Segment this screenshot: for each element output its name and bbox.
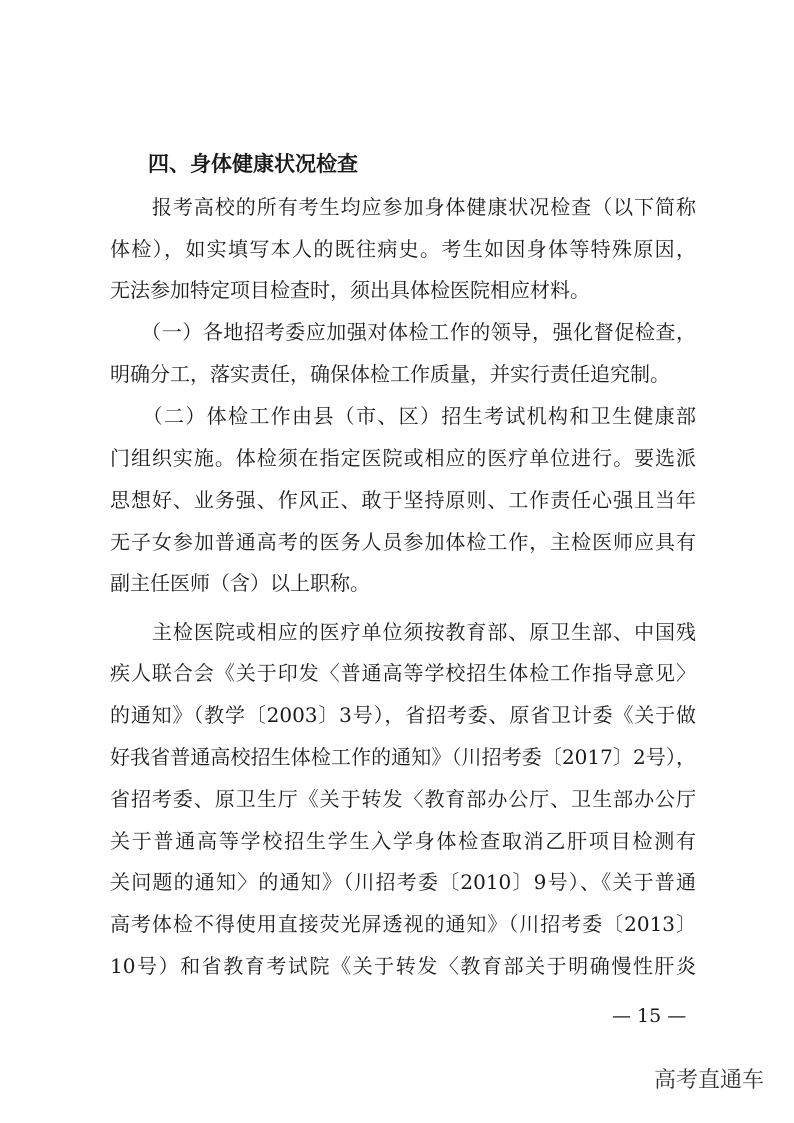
body-line: 高考体检不得使用直接荧光屏透视的通知》（川招考委〔2013〕 [110, 912, 696, 936]
body-line: 门组织实施。体检须在指定医院或相应的医疗单位进行。要选派 [110, 446, 696, 470]
body-line: （二）体检工作由县（市、区）招生考试机构和卫生健康部 [110, 404, 696, 428]
body-line: 省招考委、原卫生厅《关于转发〈教育部办公厅、卫生部办公厅 [110, 787, 696, 811]
body-line: 关问题的通知〉的通知》（川招考委〔2010〕9号）、《关于普通 [110, 870, 696, 894]
body-line: 明确分工，落实责任，确保体检工作质量，并实行责任追究制。 [110, 362, 670, 386]
body-line: （一）各地招考委应加强对体检工作的领导，强化督促检查， [110, 320, 696, 344]
body-line: 关于普通高等学校招生学生入学身体检查取消乙肝项目检测有 [110, 829, 696, 853]
body-line: 主检医院或相应的医疗单位须按教育部、原卫生部、中国残 [110, 620, 696, 644]
body-line: 无法参加特定项目检查时，须出具体检医院相应材料。 [110, 278, 590, 302]
body-line: 无子女参加普通高考的医务人员参加体检工作，主检医师应具有 [110, 530, 696, 554]
body-line: 副主任医师（含）以上职称。 [110, 571, 370, 595]
body-line: 体检），如实填写本人的既往病史。考生如因身体等特殊原因， [110, 237, 696, 261]
body-line: 10号）和省教育考试院《关于转发〈教育部关于明确慢性肝炎 [110, 954, 696, 978]
watermark: 高考直通车 [654, 1068, 765, 1093]
section-heading: 四、身体健康状况检查 [148, 152, 358, 176]
body-line: 疾人联合会《关于印发〈普通高等学校招生体检工作指导意见〉 [110, 661, 696, 685]
body-line: 报考高校的所有考生均应参加身体健康状况检查（以下简称 [110, 195, 696, 219]
body-line: 思想好、业务强、作风正、敢于坚持原则、工作责任心强且当年 [110, 488, 696, 512]
body-line: 的通知》（教学〔2003〕3号），省招考委、原省卫计委《关于做 [110, 703, 696, 727]
page-number: — 15 — [612, 1005, 687, 1027]
body-line: 好我省普通高校招生体检工作的通知》（川招考委〔2017〕2号）， [110, 745, 696, 769]
